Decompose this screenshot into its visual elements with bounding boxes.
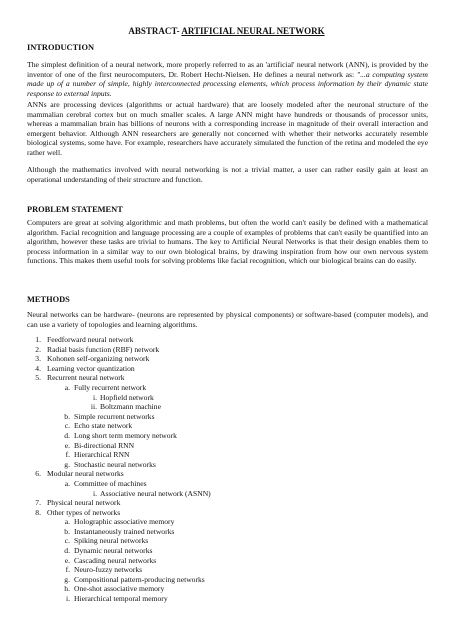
list-item-text: Dynamic neural networks <box>74 546 153 556</box>
methods-list-item <box>27 412 428 422</box>
problem-paragraph: Computers are great at solving algorithmic and math problems, but often the world can't easily be defined with a mathematical algorithm. Facial recognition and language processing are a couple of examples of problems that can't easily be quantified into an algorithm, however these tasks are trivial to humans. The key to Artificial Neural Networks is that their design enables them to process information in a similar way to our own biological brains, by drawing inspiration from how our own nervous system functions. This makes them useful tools for solving problems like facial recognition, which our biological brains can do easily. <box>27 218 428 266</box>
title-prefix: ABSTRACT- <box>128 26 182 36</box>
methods-list-item <box>27 536 428 546</box>
list-item-number: 5. <box>35 373 41 383</box>
list-item-text: Hierarchical temporal memory <box>74 594 168 604</box>
methods-list-item <box>27 335 428 345</box>
list-item-text: Hopfield network <box>100 392 154 402</box>
methods-list-item <box>27 489 428 499</box>
list-item-number: 4. <box>35 363 41 373</box>
list-item-number: c. <box>64 536 70 546</box>
methods-heading: METHODS <box>27 295 70 304</box>
list-item-number: 8. <box>35 507 41 517</box>
problem-heading: PROBLEM STATEMENT <box>27 205 123 214</box>
list-item-text: Associative neural network (ASNN) <box>100 488 211 498</box>
list-item-number: g. <box>64 574 70 584</box>
list-item-text: Learning vector quantization <box>47 363 135 373</box>
list-item-text: Feedforward neural network <box>47 335 134 344</box>
list-item-number: a. <box>64 382 70 392</box>
list-item-text: Cascading neural networks <box>74 555 157 565</box>
list-item-number: 3. <box>35 354 41 364</box>
methods-list-item <box>27 498 428 508</box>
list-item-text: Modular neural networks <box>47 469 124 479</box>
list-item-number: 7. <box>35 498 41 508</box>
list-item-number: g. <box>64 459 70 469</box>
list-item-text: Hierarchical RNN <box>74 450 130 460</box>
methods-list <box>27 335 428 604</box>
list-item-text: Holographic associative memory <box>74 517 175 527</box>
list-item-number: d. <box>64 430 70 440</box>
list-item-number: 6. <box>35 469 41 479</box>
list-item-number: f. <box>65 450 70 460</box>
methods-list-item <box>27 373 428 383</box>
list-item-text: Fully recurrent network <box>74 382 147 392</box>
methods-paragraph: Neural networks can be hardware- (neurons are represented by physical components) or software-based (computer models), and can use a variety of topologies and learning algorithms. <box>27 310 428 329</box>
methods-list-item <box>27 527 428 537</box>
list-item-text: Kohonen self-organizing network <box>47 354 150 364</box>
list-item-number: ii. <box>90 402 97 412</box>
list-item-text: Radial basis function (RBF) network <box>47 344 160 354</box>
list-item-text: Physical neural network <box>47 498 121 508</box>
methods-list-item <box>27 575 428 585</box>
list-item-text: Long short term memory network <box>74 430 177 440</box>
methods-list-item <box>27 441 428 451</box>
list-item-text: Other types of networks <box>47 507 121 517</box>
methods-list-item <box>27 364 428 374</box>
list-item-text: Bi-directional RNN <box>74 440 135 450</box>
methods-list-item <box>27 556 428 566</box>
methods-list-item <box>27 393 428 403</box>
methods-list-item <box>27 431 428 441</box>
introduction-heading: INTRODUCTION <box>27 43 95 52</box>
list-item-number: f. <box>65 565 70 575</box>
list-item-number: e. <box>64 440 70 450</box>
introduction-paragraph-3: Although the mathematics involved with neural networking is not a trivial matter, a user can rather easily gain at least an operational understanding of their structure and function. <box>27 165 428 184</box>
list-item-number: a. <box>64 517 70 527</box>
list-item-number: c. <box>64 421 70 431</box>
list-item-number: e. <box>64 555 70 565</box>
list-item-number: 1. <box>35 335 41 344</box>
list-item-number: i. <box>65 594 70 604</box>
methods-list-item <box>27 383 428 393</box>
title-underlined: ARTIFICIAL NEURAL NETWORK <box>181 26 325 36</box>
list-item-text: Compositional pattern-producing networks <box>74 574 205 584</box>
list-item-text: Boltzmann machine <box>100 402 161 412</box>
methods-list-item <box>27 421 428 431</box>
list-item-number: b. <box>64 411 70 421</box>
methods-list-item <box>27 565 428 575</box>
methods-list-item <box>27 584 428 594</box>
methods-list-item <box>27 517 428 527</box>
list-item-text: Echo state network <box>74 421 133 431</box>
methods-list-item <box>27 450 428 460</box>
list-item-number: h. <box>64 584 70 594</box>
list-item-text: Recurrent neural network <box>47 373 125 383</box>
methods-list-item <box>27 345 428 355</box>
methods-list-item <box>27 479 428 489</box>
list-item-number: i. <box>92 392 97 402</box>
introduction-paragraph-1 <box>27 60 428 98</box>
list-item-text: Spiking neural networks <box>74 536 149 546</box>
methods-list-item <box>27 469 428 479</box>
methods-list-item <box>27 508 428 518</box>
introduction-quote: "...a computing system made up of a number of simple, highly interconnected processing elements, which process information by their dynamic state response to external inputs. <box>27 69 428 98</box>
list-item-number: 2. <box>35 344 41 354</box>
list-item-text: Simple recurrent networks <box>74 411 155 421</box>
methods-list-item <box>27 594 428 604</box>
list-item-text: Stochastic neural networks <box>74 459 156 469</box>
list-item-text: Committee of machines <box>74 478 147 488</box>
list-item-number: i. <box>92 488 97 498</box>
list-item-text: Instantaneously trained networks <box>74 526 175 536</box>
methods-list-item <box>27 354 428 364</box>
methods-list-item <box>27 460 428 470</box>
list-item-number: d. <box>64 546 70 556</box>
introduction-paragraph-2: ANNs are processing devices (algorithms or actual hardware) that are loosely modeled after the neuronal structure of the mammalian cerebral cortex but on much smaller scales. A large ANN might have hundreds or thousands of processor units, whereas a mammalian brain has billions of neurons with a corresponding increase in magnitude of their overall interaction and emergent behavior. Although ANN researchers are generally not concerned with whether their networks accurately resemble biological systems, some have. For example, researchers have accurately simulated the function of the retina and modeled the eye rather well. <box>27 100 428 157</box>
list-item-number: b. <box>64 526 70 536</box>
list-item-text: One-shot associative memory <box>74 584 165 594</box>
list-item-text: Neuro-fuzzy networks <box>74 565 143 575</box>
methods-list-item <box>27 402 428 412</box>
list-item-number: a. <box>64 478 70 488</box>
methods-list-item <box>27 546 428 556</box>
page-title <box>0 26 453 37</box>
introduction-definition-text: The simplest definition of a neural network, more properly referred to as an 'artificial' neural network (ANN), is provided by the inventor of one of the first neurocomputers, Dr. Robert Hecht-Nielsen. He defines a neural network as: <box>27 60 428 79</box>
